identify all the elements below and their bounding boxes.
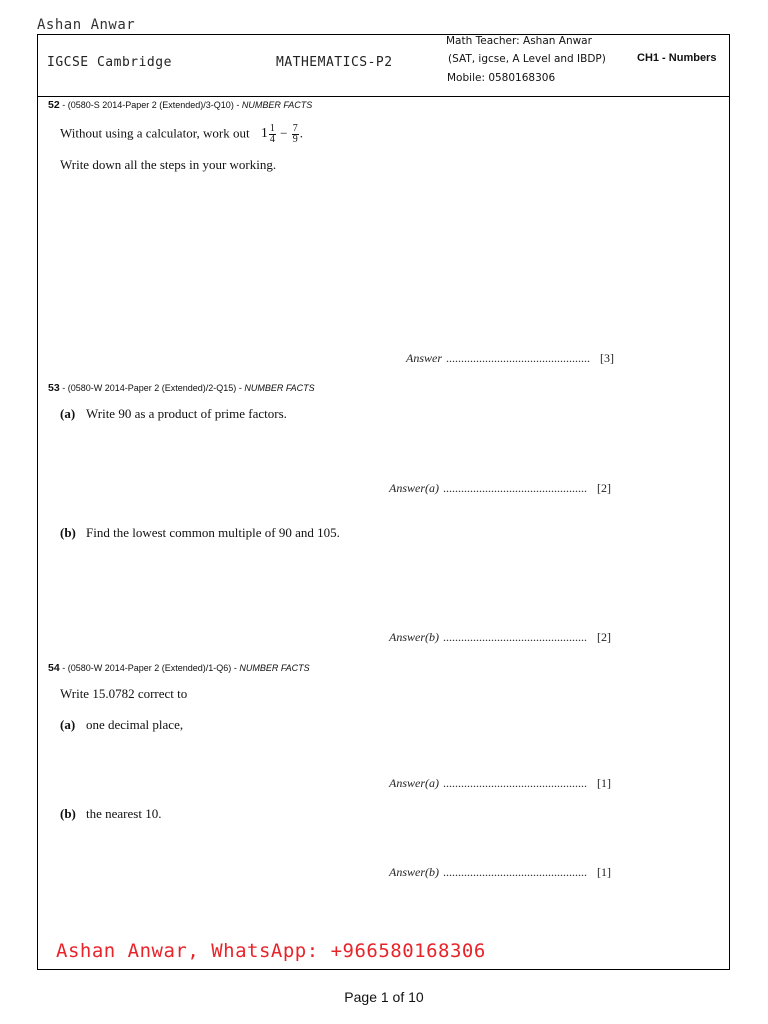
question-text: Without using a calculator, work out	[60, 125, 250, 141]
answer-label: Answer(a)	[389, 776, 439, 790]
header-dash: -	[236, 100, 240, 110]
answer-dots: ................................................	[443, 630, 587, 644]
question-text: one decimal place,	[86, 717, 184, 732]
question-number: 54	[48, 662, 60, 674]
answer-label: Answer(a)	[389, 481, 439, 495]
header-subject: MATHEMATICS-P2	[276, 55, 393, 70]
question-54-intro: Write 15.0782 correct to	[60, 686, 188, 701]
question-number: 53	[48, 382, 60, 394]
question-text: Find the lowest common multiple of 90 and 105.	[86, 525, 340, 540]
answer-label: Answer	[406, 351, 442, 365]
question-header-54	[48, 662, 310, 674]
mixed-number-whole: 1	[260, 126, 268, 142]
header-dash: -	[238, 383, 242, 393]
question-header-53	[48, 382, 315, 394]
page-number: Page 1 of 10	[344, 989, 424, 1005]
question-53a	[60, 406, 287, 422]
answer-line-53b[interactable]	[389, 630, 611, 645]
marks: [2]	[597, 481, 611, 495]
minus-sign: −	[280, 125, 288, 141]
part-label: (b)	[60, 525, 76, 540]
header-divider	[37, 96, 730, 97]
answer-dots: ................................................	[446, 351, 590, 365]
header-programs: (SAT, igcse, A Level and IBDP)	[448, 53, 606, 65]
answer-line-52[interactable]	[406, 351, 614, 366]
fraction-seven-ninths	[292, 124, 299, 145]
marks: [3]	[600, 351, 614, 365]
header-course: IGCSE Cambridge	[47, 55, 172, 70]
page-frame	[37, 34, 730, 970]
fraction-numerator: 1	[269, 123, 275, 134]
answer-dots: ................................................	[443, 865, 587, 879]
question-53b	[60, 525, 340, 541]
question-54b	[60, 806, 161, 822]
header-chapter: CH1 - Numbers	[637, 52, 717, 64]
answer-dots: ................................................	[443, 481, 587, 495]
header-mobile: Mobile: 0580168306	[447, 72, 556, 84]
question-source: (0580-W 2014-Paper 2 (Extended)/2-Q15)	[67, 383, 237, 393]
header-teacher: Math Teacher: Ashan Anwar	[446, 35, 592, 47]
question-source: (0580-S 2014-Paper 2 (Extended)/3-Q10)	[67, 100, 234, 110]
part-label: (a)	[60, 717, 76, 732]
answer-line-54a[interactable]	[389, 776, 611, 791]
fraction-denominator: 9	[292, 134, 298, 145]
author-name: Ashan Anwar	[37, 17, 136, 33]
part-label: (a)	[60, 406, 76, 421]
question-topic: NUMBER FACTS	[241, 100, 313, 110]
question-source: (0580-W 2014-Paper 2 (Extended)/1-Q6)	[67, 663, 232, 673]
question-text: Write 90 as a product of prime factors.	[86, 406, 287, 421]
sentence-period: .	[299, 125, 303, 141]
answer-dots: ................................................	[443, 776, 587, 790]
fraction-numerator: 7	[292, 123, 298, 134]
question-text: the nearest 10.	[86, 806, 162, 821]
question-54a	[60, 717, 183, 733]
question-topic: NUMBER FACTS	[244, 383, 315, 393]
question-52-line1	[60, 124, 303, 145]
part-label: (b)	[60, 806, 76, 821]
header-dash: -	[233, 663, 237, 673]
question-topic: NUMBER FACTS	[239, 663, 310, 673]
answer-label: Answer(b)	[389, 630, 439, 644]
fraction-denominator: 4	[269, 134, 275, 145]
header-dash: -	[62, 663, 66, 673]
marks: [2]	[597, 630, 611, 644]
fraction-one-quarter	[269, 124, 276, 145]
header-dash: -	[62, 100, 66, 110]
question-52-line2: Write down all the steps in your working.	[60, 157, 277, 172]
footer-contact: Ashan Anwar, WhatsApp: +966580168306	[56, 940, 486, 962]
marks: [1]	[597, 776, 611, 790]
question-number: 52	[48, 99, 60, 111]
answer-label: Answer(b)	[389, 865, 439, 879]
question-header-52	[48, 99, 312, 111]
header-dash: -	[62, 383, 66, 393]
answer-line-53a[interactable]	[389, 481, 611, 496]
answer-line-54b[interactable]	[389, 865, 611, 880]
marks: [1]	[597, 865, 611, 879]
